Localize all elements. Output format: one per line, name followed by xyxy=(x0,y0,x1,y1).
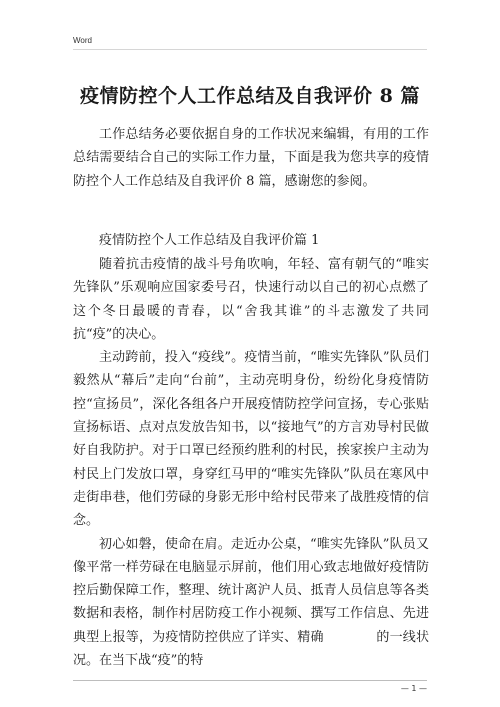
section-heading-text: 疫情防控个人工作总结及自我评价篇 1 xyxy=(99,233,320,248)
intro-text: 工作总结务必要依据自身的工作状况来编辑，有用的工作总结需要结合自己的实际工作力量，下面是我为您共享的疫情防控个人工作总结及自我评价 8 篇，感谢您的参阅。 xyxy=(73,127,429,189)
footer-divider xyxy=(73,680,427,681)
section-heading xyxy=(73,229,429,252)
page-number: — 1 — xyxy=(400,684,427,693)
intro-paragraph xyxy=(73,123,429,193)
body-paragraph: 主动跨前，投入“疫线”。疫情当前，“唯实先锋队”队员们毅然从“幕后”走向“台前”，主动亮明身份，纷纷化身疫情防控“宣扬员”，深化各组各户开展疫情防控学问宣扬，专心张贴宣扬标语、点对点发放告知书，以“接地气”的方言劝导村民做好自我防护。对于口罩已经预约胜利的村民，挨家挨户主动为村民上门发放口罩，身穿红马甲的“唯实先锋队”队员在寒风中走街串巷，他们劳碌的身影无形中给村民带来了战胜疫情的信念。 xyxy=(73,350,429,529)
header-divider xyxy=(73,49,427,50)
body-paragraph: 初心如磐，使命在肩。走近办公桌，“唯实先锋队”队员又像平常一样劳碌在电脑显示屏前，他们用心致志地做好疫情防控后勤保障工作，整理、统计离沪人员、抵青人员信息等各类数据和表格，制作村居防疫工作小视频、撰写工作信息、先进典型上报等，为疫情防控供应了详实、精确 的一线状况。在当下战“疫”的特 xyxy=(73,536,429,669)
document-title: 疫情防控个人工作总结及自我评价 8 篇 xyxy=(80,85,420,107)
body-paragraph: 随着抗击疫情的战斗号角吹响，年轻、富有朝气的“唯实先锋队”乐观响应国家委号召，快速行动以自己的初心点燃了这个冬日最暖的青春，以“舍我其谁”的斗志激发了共同抗“疫”的决心。 xyxy=(73,257,429,342)
section-body xyxy=(73,253,429,672)
header-label: Word xyxy=(73,36,92,45)
